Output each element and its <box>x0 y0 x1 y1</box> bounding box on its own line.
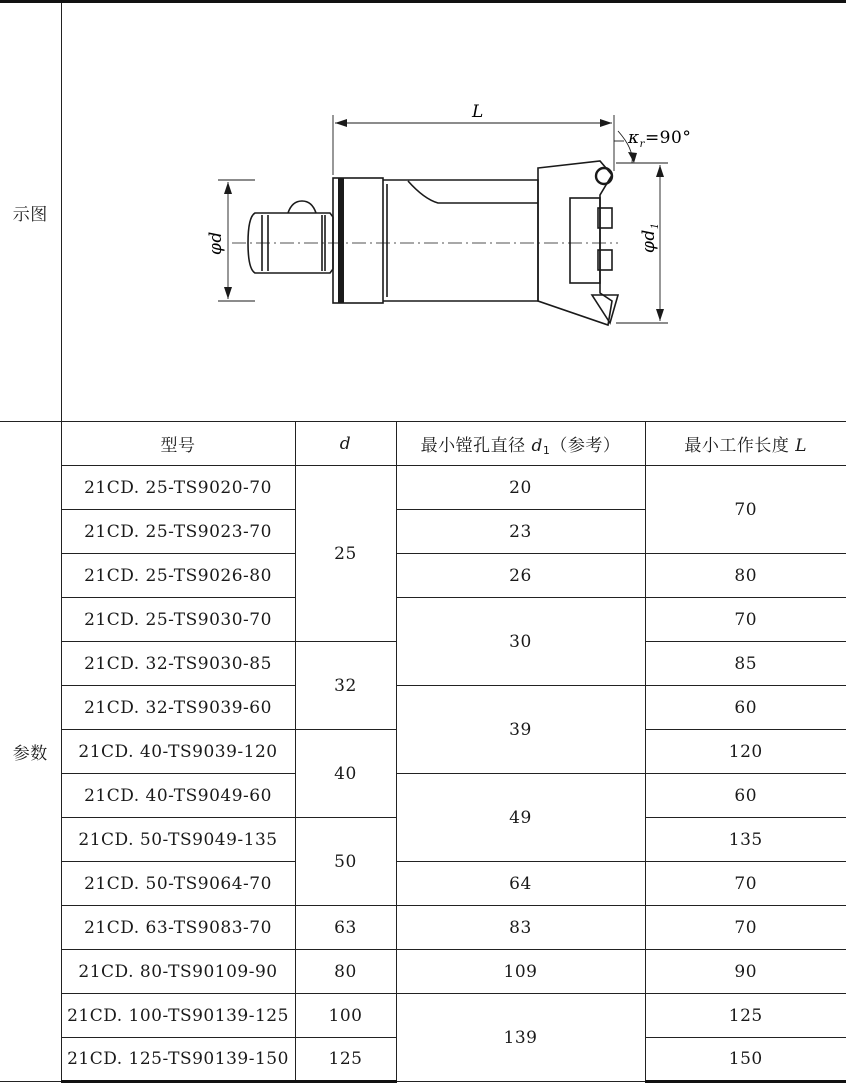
model-cell: 21CD. 25-TS9026-80 <box>61 554 295 598</box>
table-row <box>0 554 846 598</box>
dim-L-label: L <box>471 102 484 122</box>
model-cell: 21CD. 25-TS9020-70 <box>61 466 295 510</box>
length-cell: 70 <box>645 906 846 950</box>
length-cell: 80 <box>645 554 846 598</box>
d-cell: 25 <box>295 466 396 642</box>
d1-cell: 83 <box>396 906 645 950</box>
table-row <box>0 598 846 642</box>
d1-cell: 20 <box>396 466 645 510</box>
d-cell: 100 <box>295 994 396 1038</box>
length-cell: 70 <box>645 862 846 906</box>
d-cell: 32 <box>295 642 396 730</box>
dim-phi-d1-label: $\varphi d_1$ <box>638 222 661 253</box>
table-row <box>0 774 846 818</box>
length-cell: 90 <box>645 950 846 994</box>
model-cell: 21CD. 50-TS9064-70 <box>61 862 295 906</box>
model-cell: 21CD. 25-TS9030-70 <box>61 598 295 642</box>
length-cell: 70 <box>645 598 846 642</box>
d-cell: 40 <box>295 730 396 818</box>
header-row <box>0 422 846 466</box>
tool-drawing <box>61 2 846 422</box>
d-cell: 63 <box>295 906 396 950</box>
length-cell: 120 <box>645 730 846 774</box>
model-cell: 21CD. 80-TS90109-90 <box>61 950 295 994</box>
header-model: 型号 <box>61 422 295 466</box>
table-row <box>0 686 846 730</box>
length-cell: 150 <box>645 1038 846 1082</box>
length-cell: 60 <box>645 686 846 730</box>
boring-bar-schematic <box>62 3 846 421</box>
d1-cell: 30 <box>396 598 645 686</box>
d1-cell: 39 <box>396 686 645 774</box>
figure-label: 示图 <box>0 2 61 422</box>
header-min-length: 最小工作长度 L <box>645 422 846 466</box>
figure-row <box>0 2 846 422</box>
table-row <box>0 906 846 950</box>
body-outline <box>383 180 538 301</box>
d1-cell: 26 <box>396 554 645 598</box>
length-cell: 70 <box>645 466 846 554</box>
model-cell: 21CD. 40-TS9049-60 <box>61 774 295 818</box>
dim-kappa-label: $\kappa_r=90^\circ$ <box>627 128 691 150</box>
model-cell: 21CD. 100-TS90139-125 <box>61 994 295 1038</box>
dim-phi-d-label: φd <box>205 231 226 255</box>
table-row <box>0 950 846 994</box>
length-cell: 85 <box>645 642 846 686</box>
d1-cell: 49 <box>396 774 645 862</box>
model-cell: 21CD. 125-TS90139-150 <box>61 1038 295 1082</box>
model-cell: 21CD. 32-TS9030-85 <box>61 642 295 686</box>
model-cell: 21CD. 50-TS9049-135 <box>61 818 295 862</box>
d1-cell: 23 <box>396 510 645 554</box>
length-cell: 60 <box>645 774 846 818</box>
length-cell: 125 <box>645 994 846 1038</box>
d-cell: 80 <box>295 950 396 994</box>
table-row <box>0 994 846 1038</box>
d1-cell: 109 <box>396 950 645 994</box>
header-d: d <box>295 422 396 466</box>
d-cell: 50 <box>295 818 396 906</box>
model-cell: 21CD. 25-TS9023-70 <box>61 510 295 554</box>
header-min-bore: 最小镗孔直径 $d_1$（参考） <box>396 422 645 466</box>
table-row <box>0 466 846 510</box>
model-cell: 21CD. 63-TS9083-70 <box>61 906 295 950</box>
d1-cell: 64 <box>396 862 645 906</box>
model-cell: 21CD. 32-TS9039-60 <box>61 686 295 730</box>
d1-cell: 139 <box>396 994 645 1082</box>
d-cell: 125 <box>295 1038 396 1082</box>
params-label: 参数 <box>0 422 61 1082</box>
model-cell: 21CD. 40-TS9039-120 <box>61 730 295 774</box>
length-cell: 135 <box>645 818 846 862</box>
table-row <box>0 862 846 906</box>
